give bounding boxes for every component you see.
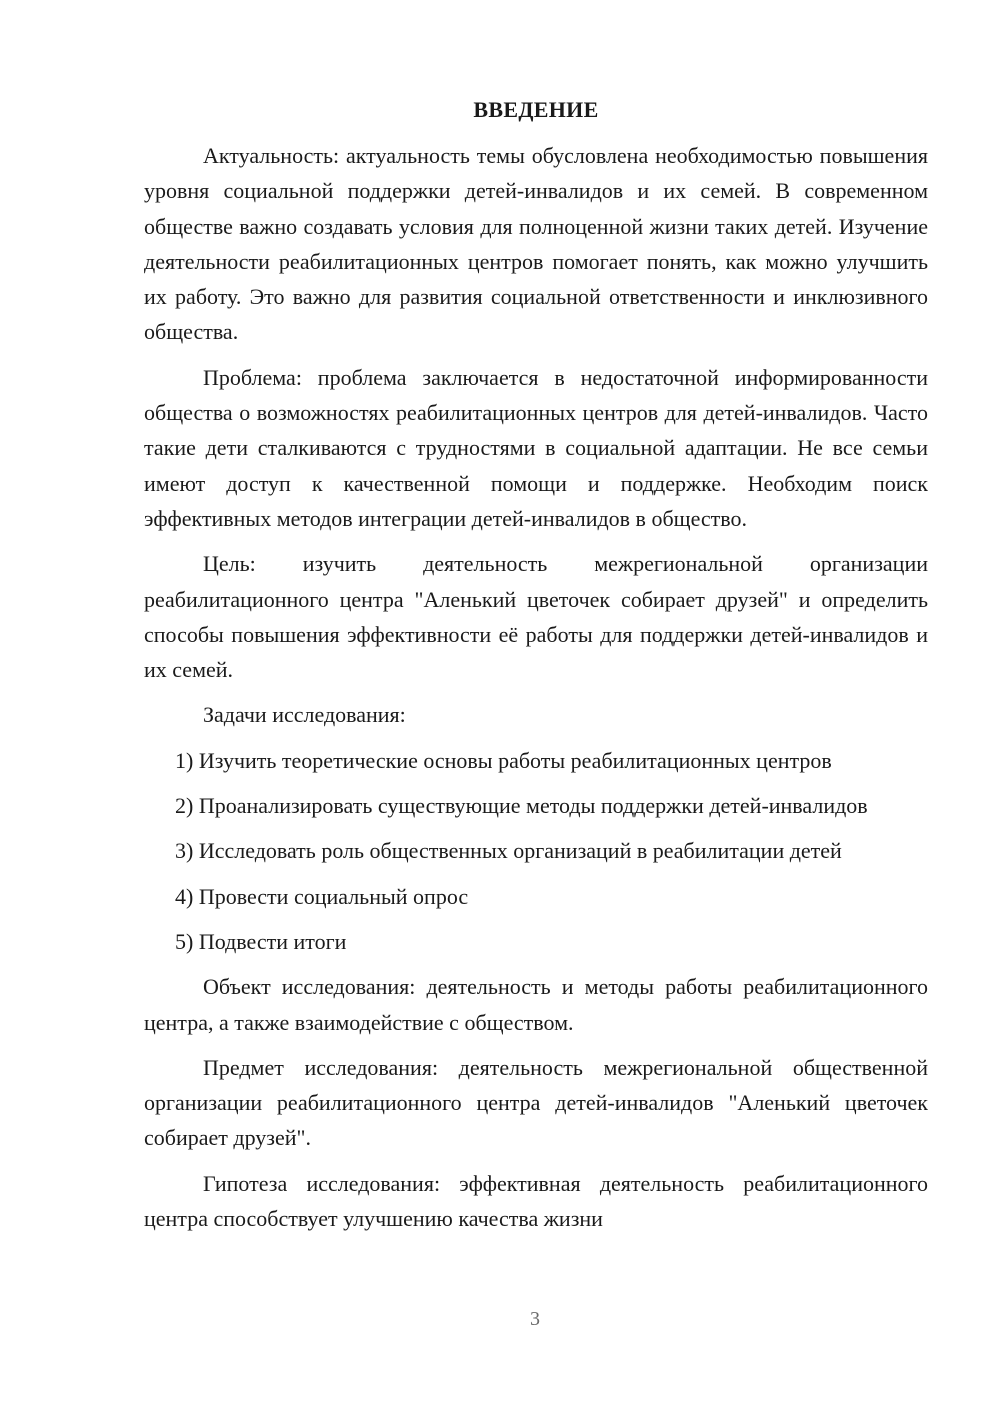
task-item: 4) Провести социальный опрос (175, 883, 469, 909)
page-number: 3 (530, 1308, 540, 1330)
object-paragraph: Объект исследования: деятельность и методы работы реабилитационного центра, а также взаимодействие с обществом. (144, 974, 928, 1035)
hypothesis-paragraph: Гипотеза исследования: эффективная деятельность реабилитационного центра способствует улучшению качества жизни (144, 1170, 928, 1232)
section-title: ВВЕДЕНИЕ (473, 97, 599, 122)
subject-paragraph: Предмет исследования: деятельность межрегиональной общественной организации реабилитационного центра детей-инвалидов "Аленький цветочек собирает друзей". (144, 1054, 928, 1151)
tasks-heading: Задачи исследования: (203, 702, 406, 728)
goal-paragraph: Цель: изучить деятельность межрегиональной организации реабилитационного центра "Аленький цветочек собирает друзей" и определить способы повышения эффективности её работы для поддержки детей-инвалидов и их семей. (144, 551, 928, 683)
task-item: 2) Проанализировать существующие методы поддержки детей-инвалидов (175, 793, 868, 819)
task-item: 5) Подвести итоги (175, 928, 347, 954)
relevance-paragraph: Актуальность: актуальность темы обусловлена необходимостью повышения уровня социальной поддержки детей-инвалидов и их семей. В современном обществе важно создавать условия для полноценной жизни таких детей. Изучение деятельности реабилитационных центров помогает понять, как можно улучшить их работу. Это важно для развития социальной ответственности и инклюзивного общества. (144, 143, 928, 345)
task-item: 3) Исследовать роль общественных организаций в реабилитации детей (175, 838, 842, 864)
task-item: 1) Изучить теоретические основы работы реабилитационных центров (175, 747, 832, 773)
problem-paragraph: Проблема: проблема заключается в недостаточной информированности общества о возможностях реабилитационных центров для детей-инвалидов. Часто такие дети сталкиваются с трудностями в социальной адаптации. Не все семьи имеют доступ к качественной помощи и поддержке. Необходим поиск эффективных методов интеграции детей-инвалидов в общество. (144, 364, 928, 531)
document-body (144, 96, 928, 1236)
